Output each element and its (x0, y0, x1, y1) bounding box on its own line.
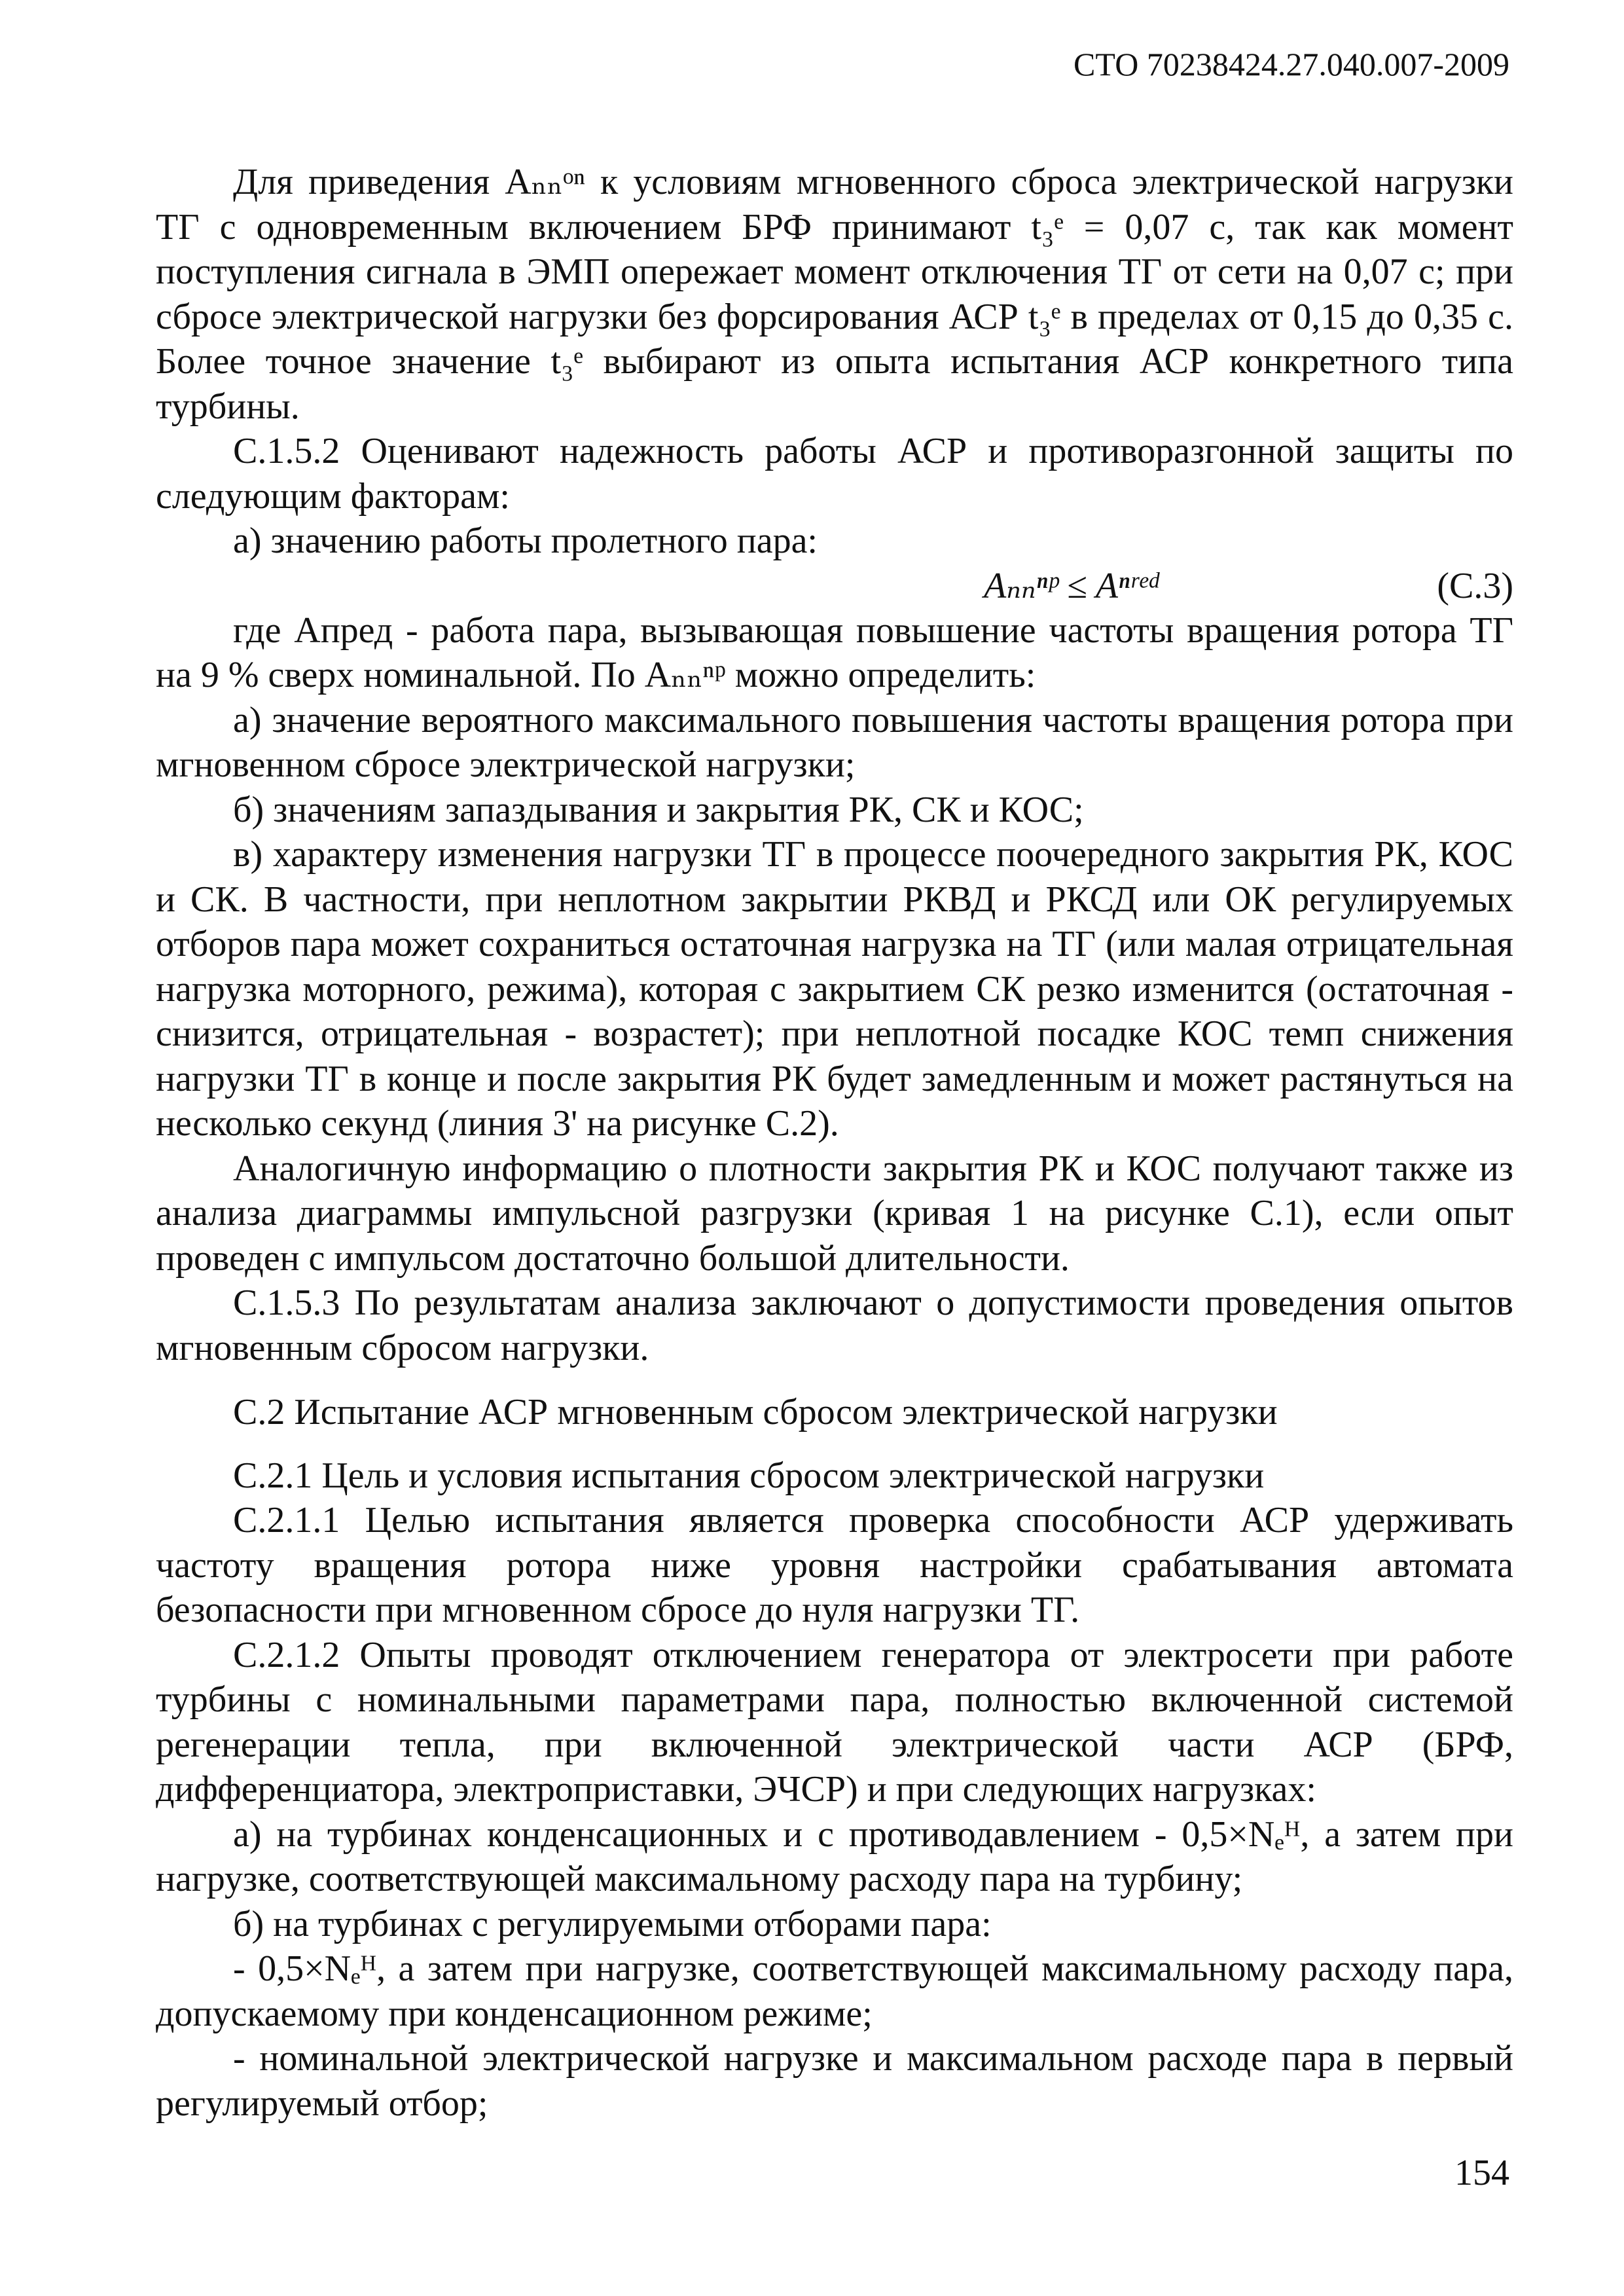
paragraph-item-a-steam-work: а) значению работы пролетного пара: (233, 520, 818, 561)
paragraph-item-b-extraction: б) на турбинах с регулируемыми отборами пара: (233, 1903, 992, 1944)
paragraph-time-delay: Для приведения Aₙₙᵒⁿ к условиям мгновенного сброса электрической нагрузки ТГ с одновременным включением БРФ принимают t₃ᵉ = 0,07 с, так как момент поступления сигнала в ЭМП опережает момент отключения ТГ от сети на 0,07 с; при сбросе электрической нагрузки без форсирования АСР t₃ᵉ в пределах от 0,15 до 0,35 с. Более точное значение t₃ᵉ выбирают из опыта испытания АСР конкретного типа турбины. (156, 162, 1513, 427)
formula-number: (С.3) (1437, 565, 1513, 606)
subsection-title-c-2-1: С.2.1 Цель и условия испытания сбросом электрической нагрузки (233, 1455, 1265, 1496)
paragraph-c-1-5-2: С.1.5.2 Оценивают надежность работы АСР и противоразгонной защиты по следующим факторам: (156, 431, 1513, 517)
page-number: 154 (1454, 2153, 1509, 2193)
paragraph-c-1-5-3: С.1.5.3 По результатам анализа заключают о допустимости проведения опытов мгновенным сбросом нагрузки. (156, 1283, 1513, 1368)
paragraph-item-a-max-speed: а) значение вероятного максимального повышения частоты вращения ротора при мгновенном сбросе электрической нагрузки; (156, 699, 1513, 785)
paragraph-dash-nominal-load: - номинальной электрической нагрузке и максимальном расходе пара в первый регулируемый отбор; (156, 2038, 1513, 2124)
paragraph-c-2-1-1: С.2.1.1 Целью испытания является проверка способности АСР удерживать частоту вращения ротора ниже уровня настройки срабатывания автомата безопасности при мгновенном сбросе до нуля нагрузки ТГ. (156, 1500, 1513, 1630)
document-code: СТО 70238424.27.040.007-2009 (1074, 46, 1509, 82)
page-body (156, 160, 1513, 2126)
paragraph-item-a-condensing: а) на турбинах конденсационных и с противодавлением - 0,5×Nₑᴴ, а затем при нагрузке, соответствующей максимальному расходу пара на турбину; (156, 1813, 1513, 1899)
paragraph-where-definition: где Aпред - работа пара, вызывающая повышение частоты вращения ротора ТГ на 9 % сверх номинальной. По Aₙₙⁿᵖ можно определить: (156, 610, 1513, 695)
paragraph-c-2-1-2: С.2.1.2 Опыты проводят отключением генератора от электросети при работе турбины с номинальными параметрами пара, полностью включенной системой регенерации тепла, при включенной электрической части АСР (БРФ, дифференциатора, электроприставки, ЭЧСР) и при следующих нагрузках: (156, 1634, 1513, 1810)
formula-expression: Aₙₙⁿᵖ ≤ Aⁿʳᵉᵈ (984, 565, 1159, 606)
paragraph-analogous-info: Аналогичную информацию о плотности закрытия РК и КОС получают также из анализа диаграммы импульсной разгрузки (кривая 1 на рисунке С.1), если опыт проведен с импульсом достаточно большой длительности. (156, 1148, 1513, 1279)
paragraph-item-v-load-change: в) характеру изменения нагрузки ТГ в процессе поочередного закрытия РК, КОС и СК. В частности, при неплотном закрытии РКВД и РКСД или ОК регулируемых отборов пара может сохраниться остаточная нагрузка на ТГ (или малая отрицательная нагрузка моторного, режима), которая с закрытием СК резко изменится (остаточная - снизится, отрицательная - возрастет); при неплотной посадке КОС темп снижения нагрузки ТГ в конце и после закрытия РК будет замедленным и может растянуться на несколько секунд (линия 3' на рисунке С.2). (156, 834, 1513, 1144)
formula-c3 (156, 564, 1513, 608)
paragraph-item-b-delay: б) значениям запаздывания и закрытия РК, СК и КОС; (233, 789, 1084, 830)
paragraph-dash-half-load: - 0,5×Nₑᴴ, а затем при нагрузке, соответствующей максимальному расходу пара, допускаемому при конденсационном режиме; (156, 1948, 1513, 2034)
section-title-c-2: С.2 Испытание АСР мгновенным сбросом электрической нагрузки (233, 1392, 1278, 1432)
